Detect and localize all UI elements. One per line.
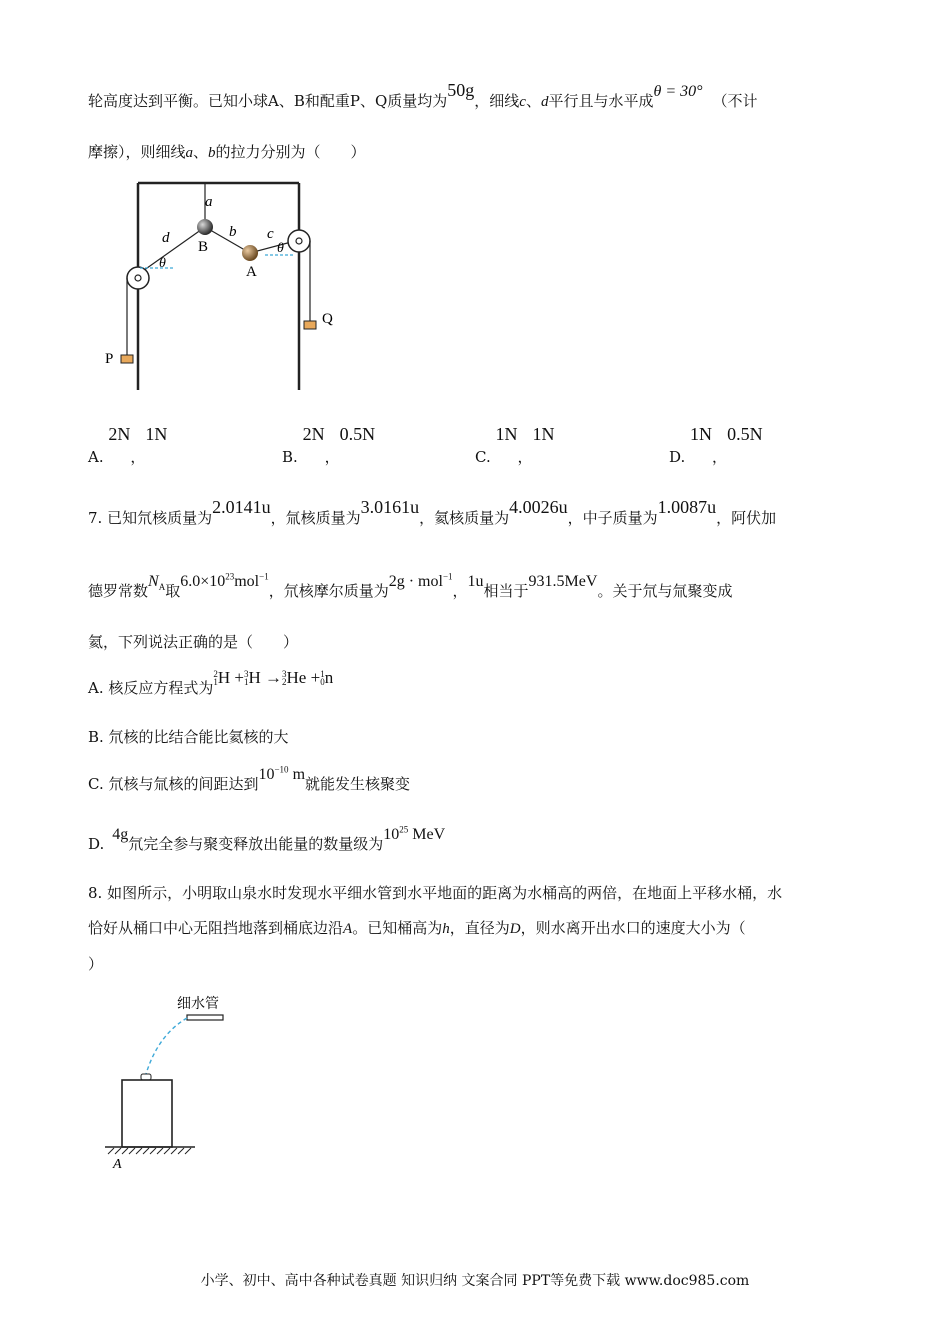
deuterium-mass-4g: 4g — [112, 826, 129, 843]
na-mantissa: 6.0×10 — [180, 573, 226, 590]
string-d — [140, 227, 205, 273]
label-P: P — [105, 351, 114, 367]
deuterium-nucleon-numbers: 2 1 — [213, 669, 218, 687]
option-value-2: 0.5N — [727, 424, 763, 444]
q8-text: 。已知桶高为 — [352, 919, 443, 937]
label-ball-A: A — [246, 264, 257, 280]
water-pipe — [187, 1015, 223, 1020]
avogadro-value — [180, 573, 269, 590]
var-a: a — [185, 145, 194, 161]
molar-mass-exponent: −1 — [442, 571, 453, 582]
q7-option-c[interactable] — [88, 764, 411, 794]
option-value-1: 1N — [495, 424, 518, 444]
label-A: A — [113, 1157, 122, 1172]
option-letter: D. — [669, 448, 686, 466]
helium-nucleon-numbers: 3 2 — [282, 669, 287, 687]
var-c: c — [519, 94, 526, 110]
pipe-label: 细水管 — [177, 996, 219, 1012]
q6-line1 — [88, 80, 758, 111]
var-h: h — [442, 921, 450, 937]
deuteron-mass: 2.0141u — [212, 497, 271, 517]
option-text: B. 氘核的比结合能比氦核的大 — [88, 728, 289, 746]
q7-text: ， — [452, 582, 468, 600]
energy-base: 10 — [383, 826, 400, 843]
triton-mass: 3.0161u — [360, 497, 420, 517]
q7-text: 。关于氘与氚聚变成 — [597, 582, 733, 600]
nuclear-equation: 2 1H +3 1H →3 2He +1 0n — [213, 668, 334, 687]
var-d: d — [540, 94, 549, 110]
molar-mass — [389, 573, 453, 590]
q7-text: 相当于 — [483, 582, 529, 600]
label-a: a — [205, 194, 213, 210]
left-pulley-axle — [135, 275, 141, 281]
q7-text: 7. 已知氘核质量为 — [88, 509, 213, 527]
q7-text: ，氦核质量为 — [419, 509, 510, 527]
ball-A — [242, 245, 258, 261]
energy-value — [383, 826, 445, 843]
q7-text: ，阿伏加 — [716, 509, 777, 527]
q6-text: 的拉力分别为（ ） — [215, 143, 366, 161]
option-text: C. 氘核与氚核的间距达到 — [88, 775, 259, 793]
option-comma: ， — [130, 448, 146, 466]
q7-text: ，氘核摩尔质量为 — [268, 582, 389, 600]
option-value-2: 0.5N — [339, 424, 376, 444]
q7-line3 — [88, 631, 298, 652]
q6-text: ，细线 — [474, 92, 520, 110]
q6-option-b[interactable] — [282, 424, 376, 466]
q8-text: ，则水离开出水口的速度大小为（ — [520, 919, 746, 937]
helium-mass: 4.0026u — [509, 497, 568, 517]
q7-text: ，中子质量为 — [567, 509, 658, 527]
distance-base: 10 — [258, 766, 275, 783]
energy-unit: MeV — [408, 826, 446, 843]
q7-text: 德罗常数 — [88, 582, 149, 600]
option-value-2: 1N — [532, 424, 555, 444]
q6-text: 摩擦），则细线 — [88, 143, 186, 161]
avogadro-symbol — [148, 573, 166, 593]
var-D: D — [509, 921, 521, 937]
distance-unit: m — [288, 766, 306, 783]
na-unit: mol — [234, 573, 260, 590]
var-b: b — [208, 145, 216, 161]
label-d: d — [162, 230, 170, 246]
q8-bucket-figure — [100, 990, 240, 1175]
bucket-handle — [141, 1074, 151, 1080]
label-c: c — [267, 226, 274, 242]
option-letter: C. — [475, 448, 491, 466]
q7-line2 — [88, 571, 733, 602]
option-value-1: 1N — [690, 424, 713, 444]
q8-line1 — [88, 882, 782, 903]
page-footer: 小学、初中、高中各种试卷真题 知识归纳 文案合同 PPT等免费下载 www.doc985.com — [200, 1273, 750, 1289]
na-exponent: 23 — [225, 571, 235, 582]
distance-value — [258, 766, 305, 783]
q6-option-c[interactable] — [475, 424, 555, 466]
q6-option-a[interactable] — [88, 424, 168, 466]
q8-line3 — [88, 953, 103, 974]
q6-line1-text: 轮高度达到平衡。已知小球A、B和配重P、Q质量均为 — [88, 92, 448, 110]
neutron-mass: 1.0087u — [657, 497, 717, 517]
right-pulley-axle — [296, 238, 302, 244]
option-text: 氘完全参与聚变释放出能量的数量级为 — [128, 835, 384, 853]
label-ball-B: B — [198, 239, 209, 255]
option-comma: ， — [517, 448, 533, 466]
q7-option-d[interactable] — [88, 824, 446, 854]
label-theta-right: θ — [277, 241, 284, 256]
option-letter: A. — [88, 448, 104, 466]
weight-P — [121, 355, 133, 363]
option-comma: ， — [324, 448, 340, 466]
q7-text: 氦，下列说法正确的是（ ） — [88, 633, 299, 651]
q8-text: ） — [88, 955, 104, 973]
q8-text: ，直径为 — [449, 919, 510, 937]
ground-hatching — [108, 1148, 191, 1154]
na-subscript: A — [158, 582, 166, 593]
sep: 、 — [525, 92, 541, 110]
q6-option-d[interactable] — [669, 424, 763, 466]
q8-line2 — [88, 917, 746, 938]
q7-option-b[interactable] — [88, 726, 289, 747]
distance-exponent: −10 — [274, 764, 289, 775]
q7-option-a[interactable] — [88, 668, 334, 698]
option-comma: ， — [712, 448, 728, 466]
q7-line1 — [88, 497, 777, 528]
option-letter: D. — [88, 835, 105, 853]
option-value-1: 2N — [302, 424, 325, 444]
q8-text: 恰好从桶口中心无阻挡地落到桶底边沿 — [88, 919, 344, 937]
angle-value: θ = 30° — [653, 83, 703, 100]
q6-pulley-figure — [95, 175, 355, 395]
na-unit-exponent: −1 — [259, 571, 269, 582]
q7-text: ，氚核质量为 — [270, 509, 361, 527]
label-Q: Q — [322, 311, 333, 327]
var-A: A — [343, 921, 353, 937]
molar-mass-value: 2g · mol — [388, 573, 443, 590]
tritium-nucleon-numbers: 3 1 — [244, 669, 249, 687]
energy-exponent: 25 — [399, 824, 409, 835]
q7-text: 取 — [165, 582, 181, 600]
neutron-nucleon-numbers: 1 0 — [320, 669, 325, 687]
na-letter: N — [148, 573, 159, 590]
mev-equivalent: 931.5MeV — [528, 573, 598, 590]
mass-value: 50g — [447, 80, 475, 100]
q8-text: 8. 如图所示，小明取山泉水时发现水平细水管到水平地面的距离为水桶高的两倍，在地面上平移水桶，水 — [88, 884, 783, 902]
sep: 、 — [193, 143, 209, 161]
q6-line2 — [88, 141, 366, 162]
q6-text: 平行且与水平成 — [548, 92, 654, 110]
option-text: A. 核反应方程式为 — [88, 679, 214, 697]
one-u: 1u — [467, 573, 484, 590]
option-text: 就能发生核聚变 — [305, 775, 411, 793]
option-value-2: 1N — [145, 424, 168, 444]
ball-B — [197, 219, 213, 235]
option-letter: B. — [282, 448, 298, 466]
weight-Q — [304, 321, 316, 329]
label-b: b — [229, 224, 237, 240]
label-theta-left: θ — [159, 256, 166, 271]
q6-text: （不计 — [712, 92, 758, 110]
option-value-1: 2N — [108, 424, 131, 444]
bucket — [122, 1080, 172, 1147]
